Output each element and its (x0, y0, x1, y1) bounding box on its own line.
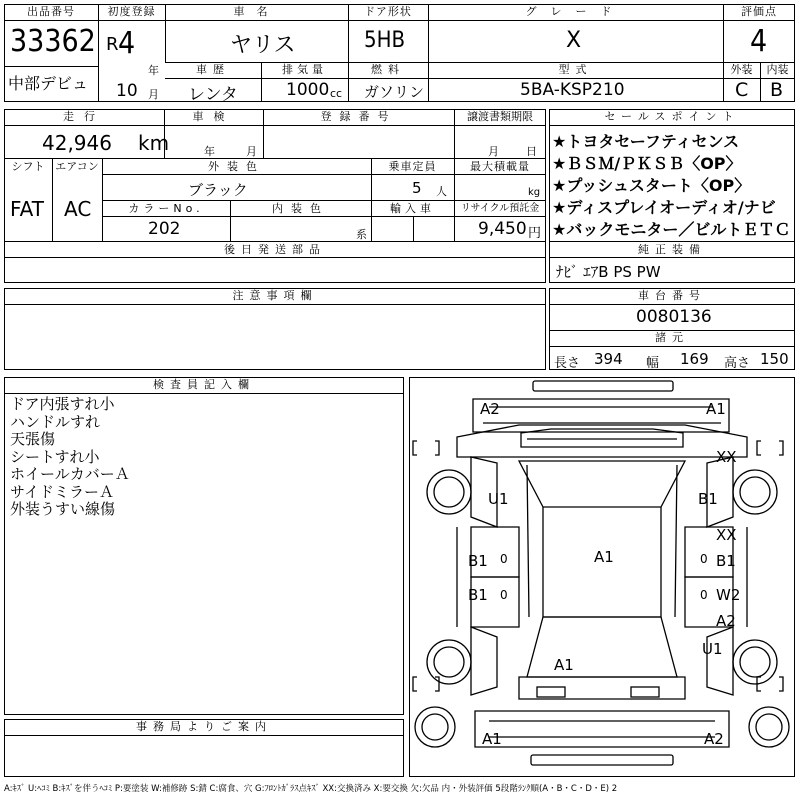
later-parts-label: 後日発送部品 (224, 243, 326, 256)
mileage-label: 走行 (63, 110, 105, 123)
width-label: 幅 (646, 356, 660, 371)
length-value: 394 (594, 350, 623, 368)
transfer-month-unit: 月 (488, 145, 499, 158)
equipment-title: 純正装備 (638, 243, 706, 256)
registration-month: 10 (116, 81, 138, 101)
damage-mark: A1 (594, 548, 614, 566)
first-registration-label: 初度登録 (107, 5, 156, 18)
exterior-color-label: 外装色 (208, 160, 265, 173)
chassis-title: 車台番号 (638, 289, 706, 302)
mileage-value: 42,946 (42, 131, 112, 155)
chassis-number: 0080136 (636, 307, 712, 327)
mileage-unit: km (138, 131, 170, 155)
damage-mark: XX (716, 526, 737, 544)
damage-mark: 0 (700, 588, 708, 602)
interior-color-unit: 系 (356, 228, 367, 241)
inspector-note-line: ドア内張すれ小 (10, 395, 115, 413)
damage-mark: 0 (500, 588, 508, 602)
capacity-value: 5 (412, 179, 422, 197)
inspection-month-unit: 月 (246, 145, 257, 158)
legend-text: A:ｷｽﾞ U:ﾍｺﾐ B:ｷｽﾞを伴うﾍｺﾐ P:要塗装 W:補修跡 S:錆 C:腐食、穴 G:ﾌﾛﾝﾄｶﾞﾗｽ点ｷｽﾞ XX:交換済み X:要交換 欠:欠品 内・外装評価 5段階ﾗﾝｸ順(A・B・C・D・E) 2 (4, 784, 618, 794)
inspector-notes (10, 396, 400, 519)
registration-year: 4 (118, 26, 136, 61)
model-label: 型式 (558, 63, 593, 76)
inspector-note-line: 天張傷 (10, 430, 56, 448)
sales-point-item: ★ディスプレイオーディオ/ナビ (552, 198, 776, 217)
grade-value: X (566, 28, 582, 53)
inspector-note-line: ハンドルすれ (10, 412, 101, 431)
history-label: 車歴 (196, 63, 230, 76)
dimensions-title: 諸元 (655, 331, 689, 344)
ac-value: AC (64, 197, 92, 221)
damage-mark: 0 (700, 552, 708, 566)
model-value: 5BA-KSP210 (520, 80, 625, 100)
displacement-label: 排気量 (282, 63, 327, 76)
inspector-note-line: サイドミラーＡ (10, 482, 114, 501)
damage-mark: A2 (716, 612, 736, 630)
exterior-grade: C (735, 79, 749, 101)
door-type-label: ドア形状 (364, 5, 412, 18)
inspector-note-line: ホイールカバーＡ (10, 465, 130, 483)
max-load-label: 最大積載量 (470, 160, 530, 173)
height-value: 150 (760, 350, 789, 368)
displacement-unit: cc (330, 87, 343, 100)
damage-mark: B1 (698, 490, 718, 508)
shift-value: FAT (10, 197, 45, 221)
transfer-day-unit: 日 (526, 145, 537, 158)
height-label: 高さ (724, 356, 751, 371)
damage-mark: A1 (482, 730, 502, 748)
displacement-value: 1000 (286, 80, 330, 100)
exterior-color-value: ブラック (188, 181, 248, 199)
plate-number-label: 登録番号 (320, 110, 397, 123)
damage-mark: A1 (554, 656, 574, 674)
capacity-unit: 人 (436, 185, 447, 198)
damage-mark: A2 (704, 730, 724, 748)
recycle-deposit-label: リサイクル預託金 (460, 203, 540, 214)
notes-title: 注意事項欄 (232, 289, 318, 302)
damage-mark: 0 (500, 552, 508, 566)
debut-label: 中部デビュ (8, 74, 89, 93)
ac-label: エアコン (55, 160, 99, 173)
damage-mark: U1 (488, 490, 509, 508)
fuel-value: ガソリン (364, 83, 425, 101)
car-outline-diagram (409, 377, 795, 777)
transfer-deadline-label: 譲渡書類期限 (467, 110, 533, 123)
history-value: レンタ (188, 85, 238, 105)
inspection-year-unit: 年 (204, 145, 215, 158)
equipment-value: ﾅﾋﾞ ｴｱB PS PW (556, 263, 661, 281)
sales-points-title: セールスポイント (604, 110, 740, 123)
import-label: 輸入車 (390, 202, 435, 215)
damage-mark: A2 (480, 400, 500, 418)
interior-color-label: 内装色 (272, 202, 329, 215)
sales-point-item: ★トヨタセーフティセンス (552, 132, 740, 151)
lot-number-label: 出品番号 (27, 5, 75, 18)
max-load-unit: kg (528, 187, 541, 198)
sales-point-item: ★プッシュスタート〈OP〉 (552, 176, 751, 195)
inspector-note-line: 外装うすい線傷 (10, 500, 116, 518)
car-name: ヤリス (230, 33, 296, 58)
inspection-label: 車検 (192, 110, 235, 123)
inspector-note-line: シートすれ小 (10, 447, 100, 466)
recycle-deposit-unit: 円 (528, 226, 542, 241)
damage-mark: XX (716, 448, 737, 466)
damage-mark: U1 (702, 640, 723, 658)
width-value: 169 (680, 350, 709, 368)
month-unit: 月 (148, 88, 159, 101)
fuel-label: 燃料 (371, 63, 405, 76)
sales-point-item: ★バックモニター／ビルトＥＴＣ (552, 220, 791, 239)
damage-mark: B1 (468, 552, 488, 570)
exterior-label: 外装 (730, 63, 753, 76)
score-label: 評価点 (741, 5, 777, 18)
damage-mark: B1 (468, 586, 488, 604)
color-number-label: カラーNo. (128, 202, 204, 215)
length-label: 長さ (554, 356, 581, 371)
grade-label: グレード (525, 5, 626, 18)
sales-point-item: ★ＢＳＭ/ＰＫＳＢ〈OP〉 (552, 154, 742, 173)
damage-mark: A1 (706, 400, 726, 418)
capacity-label: 乗車定員 (388, 160, 437, 173)
score-value: 4 (750, 24, 768, 59)
inspector-title: 検査員記入欄 (153, 378, 255, 391)
interior-grade: B (770, 79, 784, 101)
door-type: 5HB (364, 28, 406, 53)
damage-mark: B1 (716, 552, 736, 570)
lot-number: 33362 (10, 24, 96, 59)
car-name-label: 車名 (233, 5, 280, 18)
damage-mark: W2 (716, 586, 741, 604)
year-unit: 年 (148, 64, 159, 77)
shift-label: シフト (11, 160, 45, 173)
office-title: 事務局よりご案内 (136, 720, 272, 733)
recycle-deposit-value: 9,450 (478, 219, 527, 239)
era-mark: R (106, 34, 119, 55)
interior-label: 内装 (766, 63, 789, 76)
color-number-value: 202 (148, 219, 181, 239)
